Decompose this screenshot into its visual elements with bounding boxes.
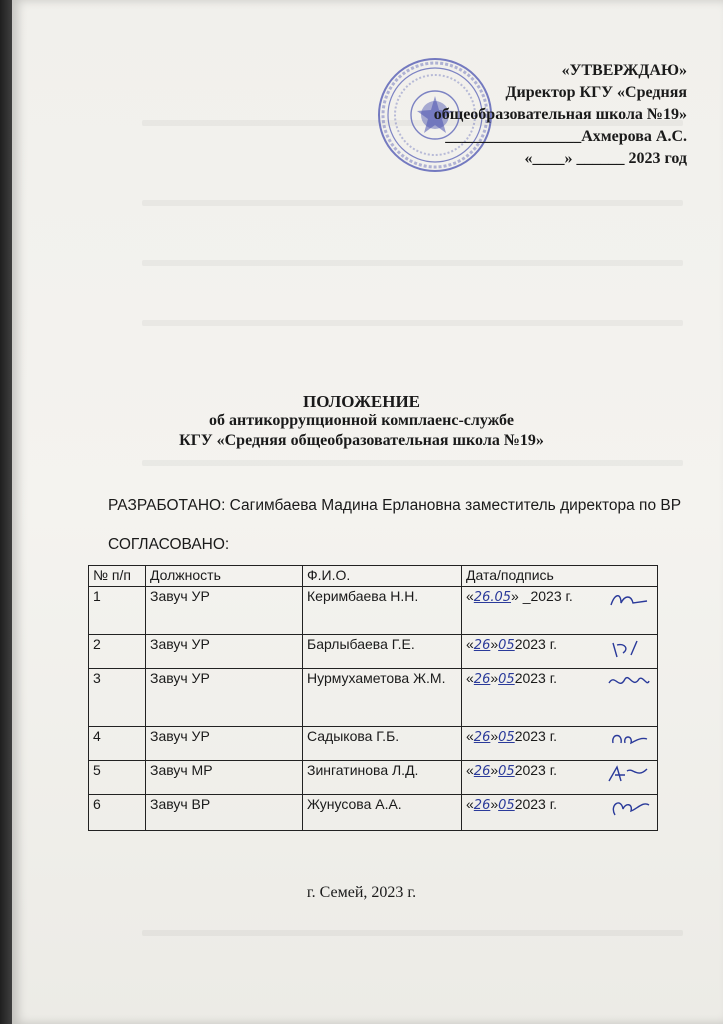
approve-position: Директор КГУ «Средняя — [505, 84, 687, 101]
table-row — [89, 669, 658, 727]
table-row — [89, 635, 658, 669]
row-name: Керимбаева Н.Н. — [303, 587, 462, 635]
table-row — [89, 795, 658, 831]
date-rest: 2023 г. — [514, 796, 558, 812]
row-name: Барлыбаева Г.Е. — [303, 635, 462, 669]
quote-close: » — [490, 636, 499, 652]
quote-open: « — [466, 728, 474, 744]
developed-by: РАЗРАБОТАНО: Сагимбаева Мадина Ерлановна заместитель директора по ВР — [108, 497, 682, 514]
document-organization: КГУ «Средняя общеобразовательная школа №19» — [179, 432, 544, 449]
agreed-heading: СОГЛАСОВАНО: — [108, 536, 230, 553]
row-date-signature — [462, 635, 658, 669]
date-rest: 2023 г. — [514, 762, 558, 778]
row-number: 3 — [89, 669, 146, 727]
row-number: 5 — [89, 761, 146, 795]
quote-open: « — [466, 762, 474, 778]
quote-open: « — [466, 636, 474, 652]
approval-table — [88, 565, 658, 831]
bleed-through-line — [142, 320, 683, 326]
row-position: Завуч УР — [146, 727, 303, 761]
row-number: 4 — [89, 727, 146, 761]
handwritten-month: 05 — [498, 638, 515, 653]
quote-open: « — [466, 796, 474, 812]
document-subtitle: об антикоррупционной комплаенс-службе — [209, 412, 514, 429]
quote-close: » — [490, 670, 499, 686]
quote-close: » — [490, 796, 499, 812]
table-header-row — [89, 566, 658, 587]
approve-heading: «УТВЕРЖДАЮ» — [561, 62, 687, 79]
row-position: Завуч УР — [146, 635, 303, 669]
handwritten-day: 26 — [473, 730, 491, 745]
row-date-signature — [462, 761, 658, 795]
handwritten-signature — [607, 669, 651, 695]
row-date-signature — [462, 669, 658, 727]
handwritten-day: 26 — [473, 638, 491, 653]
row-date-signature — [462, 587, 658, 635]
date-rest: 2023 г. — [514, 728, 558, 744]
approve-signature-line: _________________Ахмерова А.С. — [445, 128, 687, 145]
row-date-signature — [462, 727, 658, 761]
approval-block — [357, 60, 687, 170]
bleed-through-line — [142, 200, 683, 206]
row-position: Завуч ВР — [146, 795, 303, 831]
bleed-through-line — [142, 460, 683, 466]
date-rest: 2023 г. — [514, 636, 558, 652]
row-name: Жунусова А.А. — [303, 795, 462, 831]
bleed-through-line — [142, 260, 683, 266]
row-number: 6 — [89, 795, 146, 831]
handwritten-month: 05 — [498, 672, 515, 687]
document-title: ПОЛОЖЕНИЕ — [303, 392, 420, 411]
approve-school: общеобразовательная школа №19» — [433, 106, 687, 123]
handwritten-signature — [607, 635, 651, 661]
row-number: 2 — [89, 635, 146, 669]
handwritten-day: 26 — [473, 798, 491, 813]
handwritten-day: 26 — [473, 672, 491, 687]
handwritten-signature — [607, 761, 651, 787]
handwritten-day: 26.05 — [473, 590, 512, 605]
quote-close: » — [490, 728, 499, 744]
header-position: Должность — [146, 566, 303, 587]
handwritten-signature — [607, 727, 651, 753]
quote-close: » — [490, 762, 499, 778]
header-date-signature: Дата/подпись — [462, 566, 658, 587]
row-position: Завуч УР — [146, 587, 303, 635]
bleed-through-line — [142, 930, 683, 936]
handwritten-signature — [607, 795, 651, 821]
place-and-year: г. Семей, 2023 г. — [306, 884, 417, 901]
date-rest: 2023 г. — [514, 670, 558, 686]
header-name: Ф.И.О. — [303, 566, 462, 587]
date-rest: » _2023 г. — [511, 588, 573, 604]
row-name: Нурмухаметова Ж.М. — [303, 669, 462, 727]
handwritten-month: 05 — [498, 798, 515, 813]
table-row — [89, 727, 658, 761]
quote-open: « — [466, 588, 474, 604]
handwritten-day: 26 — [473, 764, 491, 779]
row-name: Зингатинова Л.Д. — [303, 761, 462, 795]
row-number: 1 — [89, 587, 146, 635]
handwritten-month: 05 — [498, 764, 515, 779]
quote-open: « — [466, 670, 474, 686]
handwritten-month: 05 — [498, 730, 515, 745]
handwritten-signature — [607, 587, 651, 613]
row-date-signature — [462, 795, 658, 831]
row-position: Завуч МР — [146, 761, 303, 795]
approve-date-line: «____» ______ 2023 год — [524, 150, 687, 167]
table-row — [89, 761, 658, 795]
row-position: Завуч УР — [146, 669, 303, 727]
header-number: № п/п — [89, 566, 146, 587]
table-row — [89, 587, 658, 635]
row-name: Садыкова Г.Б. — [303, 727, 462, 761]
